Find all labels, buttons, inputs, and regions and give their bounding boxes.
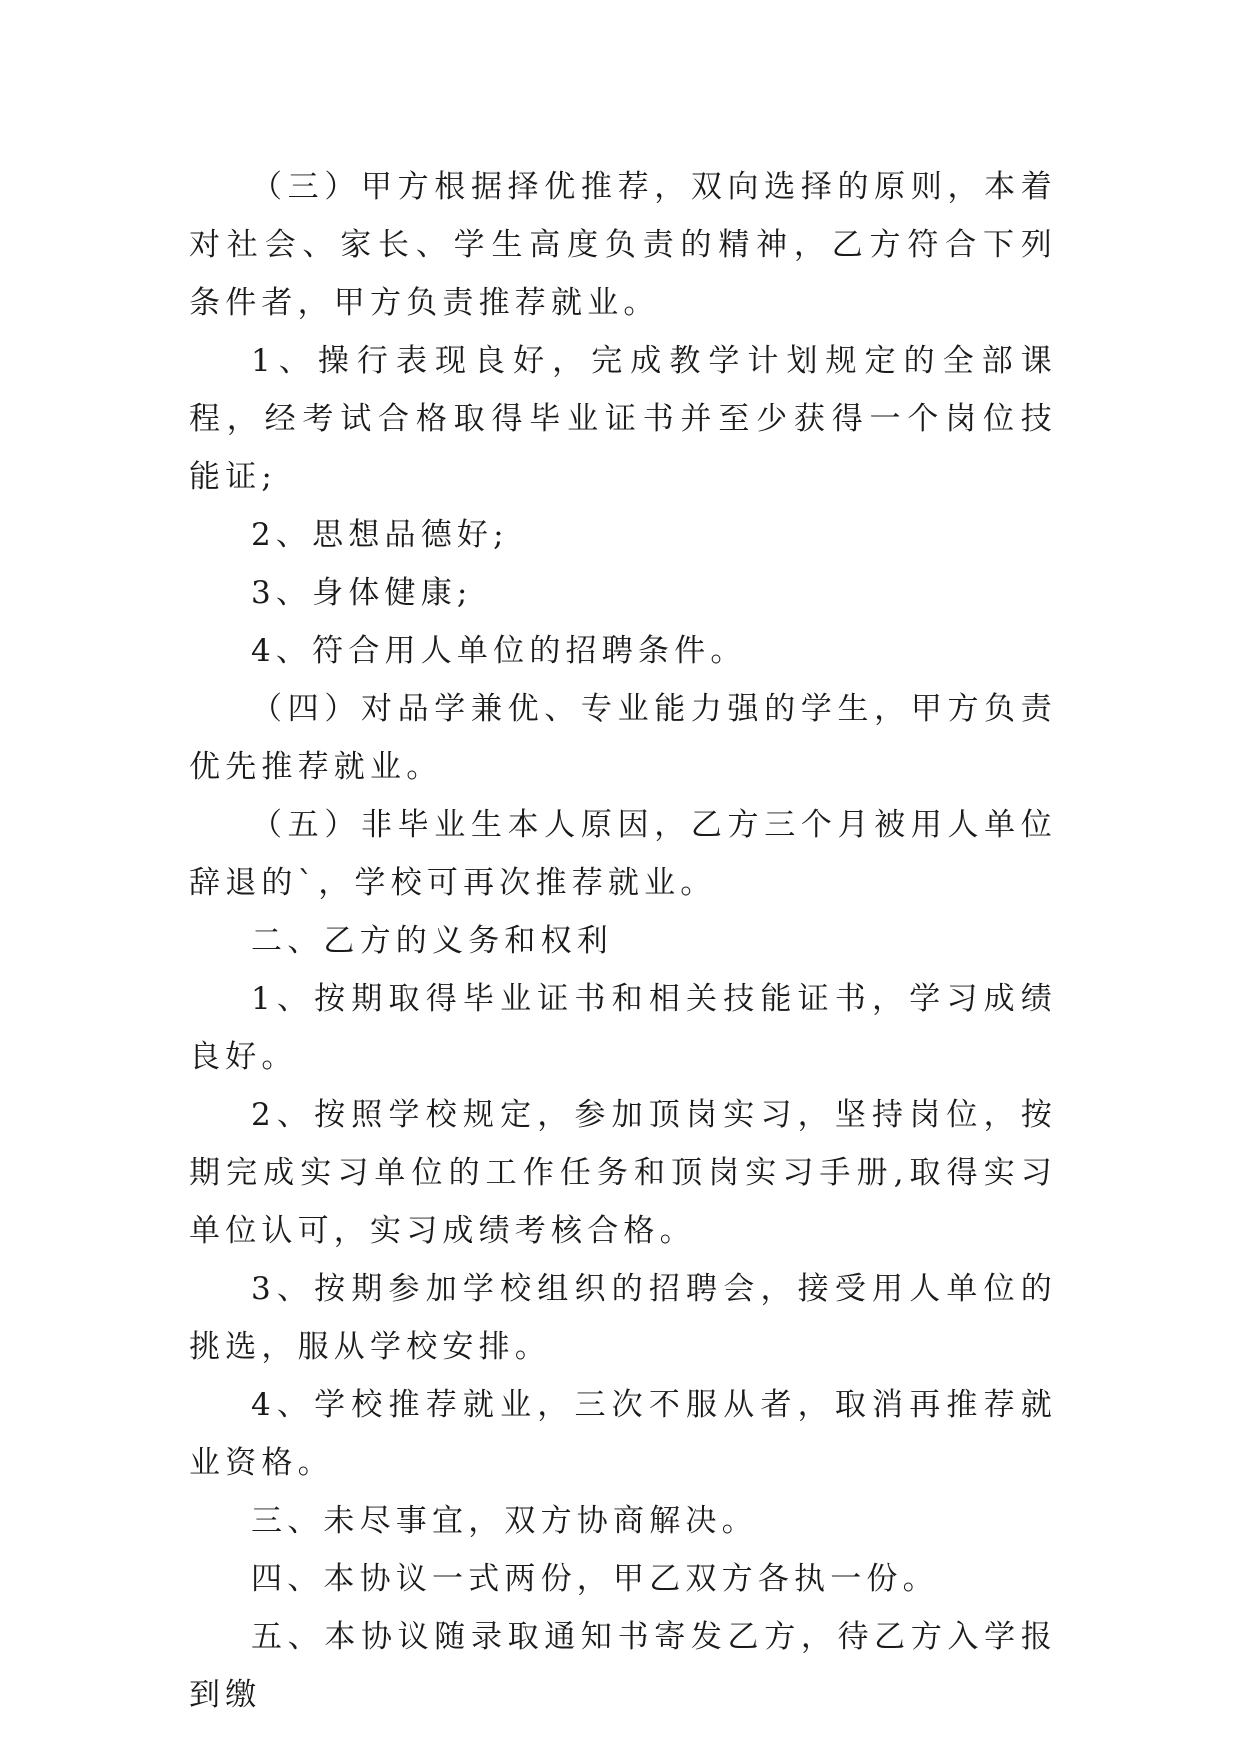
section-heading-party-b-duties: 二、乙方的义务和权利 — [251, 923, 613, 959]
paragraph-condition-4: 4、符合用人单位的招聘条件。 — [251, 633, 747, 669]
paragraph-duty-2: 2、按照学校规定，参加顶岗实习，坚持岗位，按期完成实习单位的工作任务和顶岗实习手册,取得实习单位认可，实习成绩考核合格。 — [189, 1097, 1057, 1249]
paragraph-priority-recommendation: （四）对品学兼优、专业能力强的学生，甲方负责优先推荐就业。 — [189, 691, 1057, 785]
paragraph-duty-1: 1、按期取得毕业证书和相关技能证书，学习成绩良好。 — [189, 981, 1057, 1075]
paragraph-condition-3: 3、身体健康; — [251, 575, 473, 611]
paragraph-duty-3: 3、按期参加学校组织的招聘会，接受用人单位的挑选，服从学校安排。 — [189, 1271, 1057, 1365]
paragraph-re-recommendation: （五）非毕业生本人原因，乙方三个月被用人单位辞退的`，学校可再次推荐就业。 — [189, 807, 1057, 901]
document-body — [189, 158, 1057, 1724]
section-heading-unresolved-matters: 三、未尽事宜，双方协商解决。 — [251, 1503, 758, 1539]
paragraph-condition-1: 1、操行表现良好，完成教学计划规定的全部课程，经考试合格取得毕业证书并至少获得一个岗位技能证; — [189, 343, 1057, 495]
section-heading-copies: 四、本协议一式两份，甲乙双方各执一份。 — [251, 1561, 939, 1597]
paragraph-duty-4: 4、学校推荐就业，三次不服从者，取消再推荐就业资格。 — [189, 1387, 1057, 1481]
paragraph-recommendation-principle: （三）甲方根据择优推荐，双向选择的原则，本着对社会、家长、学生高度负责的精神，乙方符合下列条件者，甲方负责推荐就业。 — [189, 169, 1057, 321]
paragraph-condition-2: 2、思想品德好; — [251, 517, 509, 553]
section-heading-delivery: 五、本协议随录取通知书寄发乙方，待乙方入学报到缴 — [189, 1619, 1057, 1713]
